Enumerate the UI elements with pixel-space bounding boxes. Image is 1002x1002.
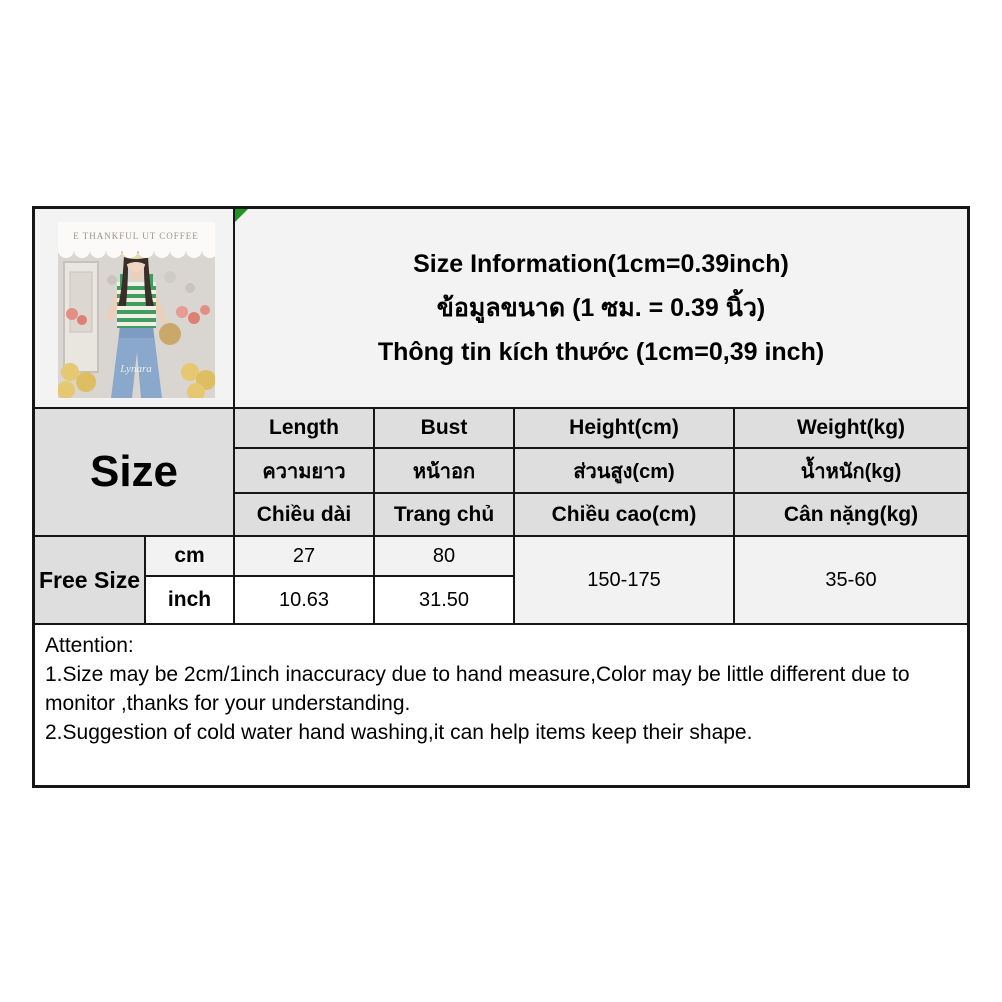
product-photo-cell bbox=[35, 209, 233, 407]
value-bust-cm: 80 bbox=[375, 537, 513, 575]
value-weight-range: 35-60 bbox=[735, 537, 967, 623]
size-chart-sheet bbox=[32, 206, 970, 788]
title-vietnamese: Thông tin kích thước (1cm=0,39 inch) bbox=[377, 338, 825, 366]
header-th-weight: น้ำหนัก(kg) bbox=[735, 449, 967, 492]
title-english: Size Information(1cm=0.39inch) bbox=[413, 250, 789, 278]
header-vi-height: Chiều cao(cm) bbox=[515, 494, 733, 535]
attention-line-2: monitor ,thanks for your understanding. bbox=[45, 692, 411, 715]
title-thai: ข้อมูลขนาด (1 ซม. = 0.39 นิ้ว) bbox=[436, 294, 766, 322]
header-en-height: Height(cm) bbox=[515, 409, 733, 447]
header-vi-bust: Trang chủ bbox=[375, 494, 513, 535]
value-height-range: 150-175 bbox=[515, 537, 733, 623]
product-photo bbox=[58, 222, 215, 398]
attention-notes bbox=[35, 625, 967, 785]
unit-cm-label: cm bbox=[146, 537, 233, 575]
unit-inch-label: inch bbox=[146, 577, 233, 623]
attention-line-3: 2.Suggestion of cold water hand washing,it can help items keep their shape. bbox=[45, 721, 753, 744]
header-th-bust: หน้าอก bbox=[375, 449, 513, 492]
attention-heading: Attention: bbox=[45, 634, 134, 657]
value-length-inch: 10.63 bbox=[235, 577, 373, 623]
header-vi-length: Chiều dài bbox=[235, 494, 373, 535]
value-length-cm: 27 bbox=[235, 537, 373, 575]
free-size-label: Free Size bbox=[35, 537, 144, 623]
title-block bbox=[235, 209, 967, 407]
header-vi-weight: Cân nặng(kg) bbox=[735, 494, 967, 535]
awning-text: E THANKFUL UT COFFEE bbox=[73, 231, 199, 241]
header-en-length: Length bbox=[235, 409, 373, 447]
header-th-length: ความยาว bbox=[235, 449, 373, 492]
watermark-text: Lynara bbox=[120, 363, 152, 375]
header-th-height: ส่วนสูง(cm) bbox=[515, 449, 733, 492]
header-en-bust: Bust bbox=[375, 409, 513, 447]
header-en-weight: Weight(kg) bbox=[735, 409, 967, 447]
size-corner-label: Size bbox=[35, 409, 233, 535]
green-corner-flag-icon bbox=[235, 209, 248, 222]
attention-line-1: 1.Size may be 2cm/1inch inaccuracy due to hand measure,Color may be little different due to bbox=[45, 663, 910, 686]
value-bust-inch: 31.50 bbox=[375, 577, 513, 623]
